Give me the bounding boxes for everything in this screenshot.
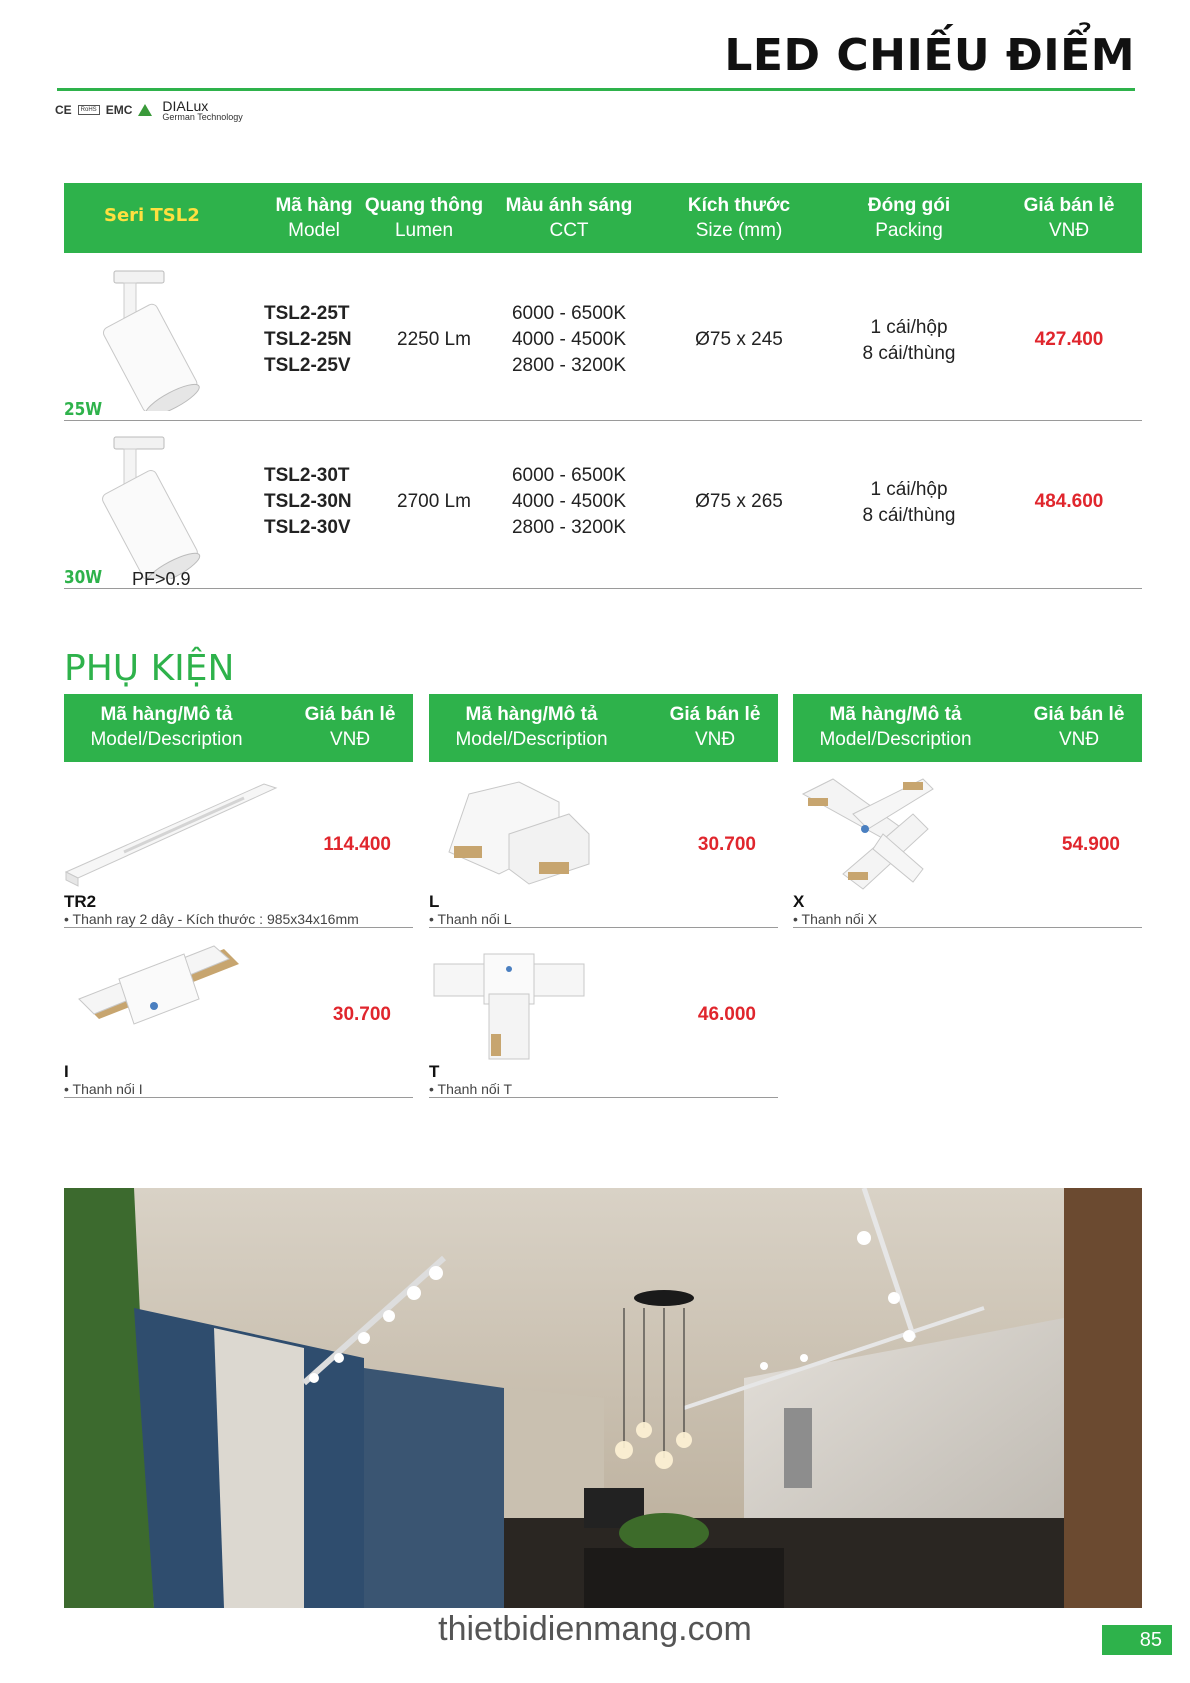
wood-panel [1064,1188,1142,1608]
acc-header-label: Giá bán lẻ [1033,704,1125,725]
model-code: TSL2-30V [264,517,351,538]
accessory-price: 30.700 [332,1004,391,1025]
track-spotlight-image [74,261,224,411]
packing-value: 8 cái/thùng [862,505,956,526]
col-header-label: Giá bán lẻ [1023,195,1115,216]
t-connector-icon [429,944,649,1064]
size-value: Ø75 x 245 [695,329,783,350]
acc-header-model [74,702,259,752]
acc-header-sublabel: Model/Description [455,729,608,750]
lumen-value: 2250 Lm [397,329,471,350]
cct-values [489,301,649,379]
accessory-item [64,768,413,928]
l-connector-icon [429,774,649,894]
accessory-code: L [429,892,440,911]
accessory-price: 46.000 [697,1004,756,1025]
wattage-label: 30W [64,567,103,588]
series-label: Seri TSL2 [104,205,200,226]
accessory-code: TR2 [64,892,97,911]
wattage-label: 25W [64,399,103,420]
accessory-price: 54.900 [1061,834,1120,855]
ce-mark: CE [55,103,72,117]
cct-value: 4000 - 4500K [511,329,627,350]
dialux-tagline: German Technology [162,111,243,122]
cct-values [489,463,649,541]
accessory-description: • Thanh nối X [793,911,878,927]
page-number: 85 [1102,1625,1172,1655]
accessory-code: X [793,892,805,911]
col-header-sublabel: Packing [875,220,943,241]
retail-price: 484.600 [1034,491,1104,512]
acc-header-sublabel: Model/Description [90,729,243,750]
col-header-packing [839,193,979,243]
acc-header-label: Giá bán lẻ [669,704,761,725]
i-connector-icon [64,944,284,1064]
acc-header-model [803,702,988,752]
certification-row [55,98,243,122]
acc-header-label: Mã hàng/Mô tả [829,704,962,725]
power-factor-label: PF>0.9 [132,569,191,589]
col-header-sublabel: Size (mm) [695,220,783,241]
emc-mark: EMC [105,103,133,117]
retail-price: 427.400 [1034,329,1104,350]
packing-value: 1 cái/hộp [870,479,948,500]
col-header-label: Màu ánh sáng [505,195,633,216]
acc-header-price [295,702,405,752]
accessory-description: • Thanh ray 2 dây - Kích thước : 985x34x16mm [64,911,359,927]
website-url[interactable]: thietbidienmang.com [438,1610,752,1648]
acc-header-sublabel: VNĐ [329,729,371,750]
packing-values [839,477,979,529]
spec-row [64,421,1142,589]
acc-header-model [439,702,624,752]
packing-value: 1 cái/hộp [870,317,948,338]
accessories-header [429,694,778,762]
acc-header-sublabel: VNĐ [694,729,736,750]
track-rail-icon [64,774,284,894]
track-spotlight-image [74,429,224,579]
accessories-header [793,694,1142,762]
col-header-label: Đóng gói [867,195,951,216]
dialux-logo [162,99,242,122]
accessories-header [64,694,413,762]
col-header-lumen [354,193,494,243]
acc-header-price [1024,702,1134,752]
col-header-sublabel: Lumen [394,220,454,241]
accessory-description: • Thanh nối L [429,911,512,927]
cct-value: 6000 - 6500K [511,465,627,486]
packing-value: 8 cái/thùng [862,343,956,364]
accessory-price: 30.700 [697,834,756,855]
x-connector-icon [793,774,1013,894]
model-code: TSL2-25N [264,329,352,350]
dialux-name: DIALux [162,97,209,114]
rohs-mark: RoHS [78,105,100,115]
cct-value: 2800 - 3200K [511,355,627,376]
accessory-item [429,938,778,1098]
col-header-cct [489,193,649,243]
interior-photo [64,1188,1142,1608]
accessories-title: PHỤ KIỆN [64,648,235,689]
spec-row [64,253,1142,421]
acc-header-label: Mã hàng/Mô tả [465,704,598,725]
accessory-item [64,938,413,1098]
model-code: TSL2-30T [264,465,350,486]
cct-value: 6000 - 6500K [511,303,627,324]
accessory-item [429,768,778,928]
dialux-logo-icon [138,104,152,116]
title-divider [57,88,1135,91]
col-header-sublabel: VNĐ [1048,220,1090,241]
col-header-label: Quang thông [364,195,484,216]
col-header-sublabel: CCT [549,220,589,241]
cct-value: 4000 - 4500K [511,491,627,512]
model-code: TSL2-25T [264,303,350,324]
accessory-code: T [429,1062,440,1081]
model-code: TSL2-30N [264,491,352,512]
col-header-price [1004,193,1134,243]
acc-header-sublabel: Model/Description [819,729,972,750]
acc-header-sublabel: VNĐ [1058,729,1100,750]
col-header-sublabel: Model [288,220,340,241]
page-title: LED CHIẾU ĐIỂM [724,30,1135,81]
acc-header-label: Mã hàng/Mô tả [100,704,233,725]
lumen-value: 2700 Lm [397,491,471,512]
cct-value: 2800 - 3200K [511,517,627,538]
accessory-code: I [64,1062,69,1081]
accessory-description: • Thanh nối I [64,1081,143,1097]
col-header-size [669,193,809,243]
acc-header-label: Giá bán lẻ [304,704,396,725]
model-code: TSL2-25V [264,355,351,376]
spec-table-header [64,183,1142,253]
table-plant [619,1513,709,1553]
col-header-label: Kích thước [687,195,791,216]
col-header-label: Mã hàng [275,195,353,216]
accessory-item [793,768,1142,928]
accessory-description: • Thanh nối T [429,1081,512,1097]
acc-header-price [660,702,770,752]
packing-values [839,315,979,367]
accessory-price: 114.400 [323,834,391,855]
size-value: Ø75 x 265 [695,491,783,512]
